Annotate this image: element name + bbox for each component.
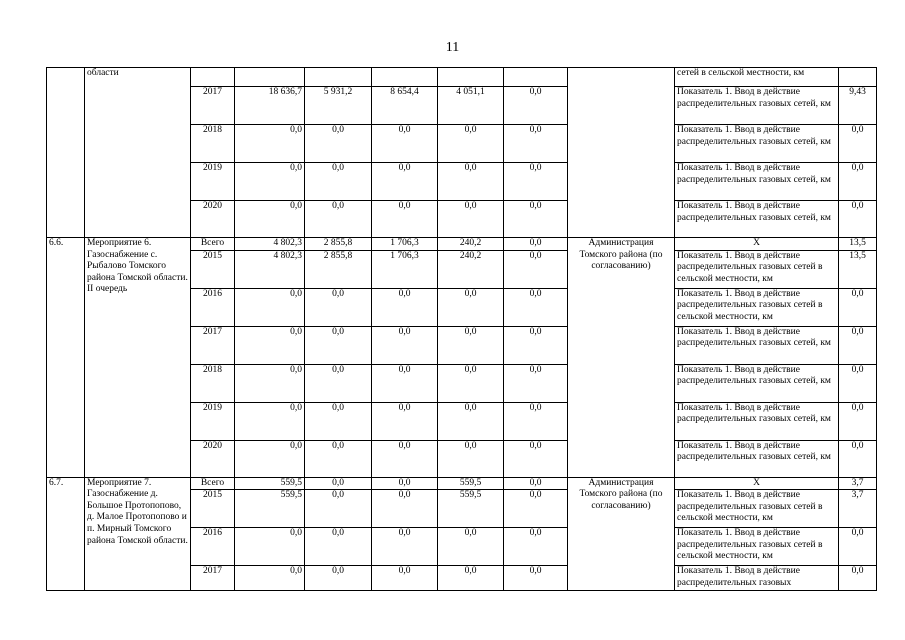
federal-budget-cell: 0,0 (305, 566, 372, 591)
total-cell: 4 802,3 (235, 250, 305, 288)
federal-budget-cell: 0,0 (305, 163, 372, 201)
local-budget-cell: 0,0 (438, 566, 504, 591)
extrabudget-cell: 0,0 (504, 326, 568, 364)
total-cell: 4 802,3 (235, 238, 305, 251)
executor-cell: Администрация Томского района (по согласованию) (568, 477, 675, 591)
regional-budget-cell: 0,0 (372, 364, 438, 402)
total-cell: 0,0 (235, 288, 305, 326)
indicator-value-cell: 0,0 (839, 364, 877, 402)
indicator-cell: Показатель 1. Ввод в действие распределительных газовых сетей, км (675, 125, 839, 163)
total-cell: 0,0 (235, 326, 305, 364)
federal-budget-cell: 2 855,8 (305, 238, 372, 251)
indicator-value-cell: 13,5 (839, 238, 877, 251)
extrabudget-cell: 0,0 (504, 402, 568, 440)
federal-budget-cell: 0,0 (305, 364, 372, 402)
regional-budget-cell: 0,0 (372, 163, 438, 201)
indicator-value-cell: 0,0 (839, 201, 877, 238)
indicator-cell: сетей в сельской местности, км (675, 68, 839, 87)
indicator-cell: Показатель 1. Ввод в действие распределительных газовых (675, 566, 839, 591)
regional-budget-cell: 8 654,4 (372, 87, 438, 125)
indicator-value-cell: 0,0 (839, 402, 877, 440)
local-budget-cell: 0,0 (438, 326, 504, 364)
extrabudget-cell: 0,0 (504, 87, 568, 125)
indicator-cell: Показатель 1. Ввод в действие распределительных газовых сетей, км (675, 440, 839, 477)
item-number-cell (47, 68, 85, 238)
regional-budget-cell: 0,0 (372, 566, 438, 591)
total-cell: 0,0 (235, 566, 305, 591)
table-row (47, 238, 877, 251)
indicator-cell: Показатель 1. Ввод в действие распределительных газовых сетей, км (675, 201, 839, 238)
regional-budget-cell: 1 706,3 (372, 238, 438, 251)
local-budget-cell: 240,2 (438, 250, 504, 288)
total-cell: 559,5 (235, 490, 305, 528)
local-budget-cell: 0,0 (438, 288, 504, 326)
indicator-value-cell: 0,0 (839, 163, 877, 201)
federal-budget-cell: 0,0 (305, 201, 372, 238)
total-cell: 0,0 (235, 440, 305, 477)
indicator-value-cell: 0,0 (839, 125, 877, 163)
total-cell: 0,0 (235, 125, 305, 163)
regional-budget-cell (372, 68, 438, 87)
extrabudget-cell: 0,0 (504, 163, 568, 201)
regional-budget-cell: 0,0 (372, 125, 438, 163)
federal-budget-cell: 0,0 (305, 125, 372, 163)
federal-budget-cell: 0,0 (305, 477, 372, 490)
year-cell: 2015 (191, 490, 235, 528)
year-cell: Всего (191, 238, 235, 251)
federal-budget-cell: 0,0 (305, 490, 372, 528)
year-cell: 2017 (191, 87, 235, 125)
extrabudget-cell: 0,0 (504, 201, 568, 238)
executor-cell (568, 68, 675, 238)
federal-budget-cell: 0,0 (305, 402, 372, 440)
federal-budget-cell: 0,0 (305, 326, 372, 364)
extrabudget-cell: 0,0 (504, 477, 568, 490)
year-cell (191, 68, 235, 87)
federal-budget-cell: 0,0 (305, 440, 372, 477)
indicator-cell: X (675, 238, 839, 251)
year-cell: 2020 (191, 201, 235, 238)
local-budget-cell: 0,0 (438, 163, 504, 201)
extrabudget-cell: 0,0 (504, 125, 568, 163)
extrabudget-cell: 0,0 (504, 528, 568, 566)
regional-budget-cell: 0,0 (372, 528, 438, 566)
extrabudget-cell: 0,0 (504, 364, 568, 402)
extrabudget-cell: 0,0 (504, 490, 568, 528)
year-cell: 2018 (191, 125, 235, 163)
indicator-cell: Показатель 1. Ввод в действие распределительных газовых сетей, км (675, 364, 839, 402)
indicator-cell: Показатель 1. Ввод в действие распределительных газовых сетей, км (675, 163, 839, 201)
local-budget-cell: 240,2 (438, 238, 504, 251)
extrabudget-cell: 0,0 (504, 440, 568, 477)
indicator-cell: Показатель 1. Ввод в действие распределительных газовых сетей, км (675, 326, 839, 364)
local-budget-cell: 559,5 (438, 477, 504, 490)
regional-budget-cell: 0,0 (372, 440, 438, 477)
year-cell: 2015 (191, 250, 235, 288)
year-cell: 2016 (191, 288, 235, 326)
extrabudget-cell: 0,0 (504, 288, 568, 326)
extrabudget-cell (504, 68, 568, 87)
indicator-value-cell: 0,0 (839, 566, 877, 591)
indicator-cell: Показатель 1. Ввод в действие распределительных газовых сетей, км (675, 87, 839, 125)
total-cell: 0,0 (235, 402, 305, 440)
indicator-value-cell: 0,0 (839, 440, 877, 477)
year-cell: 2017 (191, 566, 235, 591)
regional-budget-cell: 0,0 (372, 477, 438, 490)
regional-budget-cell: 0,0 (372, 326, 438, 364)
indicator-value-cell: 0,0 (839, 528, 877, 566)
total-cell: 0,0 (235, 528, 305, 566)
item-name-cell: Мероприятие 6. Газоснабжение с. Рыбалово Томского района Томской области. II очередь (85, 238, 191, 478)
year-cell: 2020 (191, 440, 235, 477)
total-cell (235, 68, 305, 87)
total-cell: 18 636,7 (235, 87, 305, 125)
indicator-value-cell: 0,0 (839, 288, 877, 326)
local-budget-cell: 0,0 (438, 201, 504, 238)
local-budget-cell: 0,0 (438, 402, 504, 440)
indicator-value-cell: 9,43 (839, 87, 877, 125)
indicator-cell: Показатель 1. Ввод в действие распределительных газовых сетей в сельской местности, км (675, 528, 839, 566)
local-budget-cell: 0,0 (438, 528, 504, 566)
year-cell: 2016 (191, 528, 235, 566)
item-name-cell: Мероприятие 7. Газоснабжение д. Большое Протопопово, д. Малое Протопопово и п. Мирный Томского района Томской области. (85, 477, 191, 591)
local-budget-cell: 0,0 (438, 125, 504, 163)
indicator-value-cell: 0,0 (839, 326, 877, 364)
federal-budget-cell: 2 855,8 (305, 250, 372, 288)
indicator-cell: Показатель 1. Ввод в действие распределительных газовых сетей в сельской местности, км (675, 250, 839, 288)
year-cell: Всего (191, 477, 235, 490)
indicator-value-cell: 3,7 (839, 477, 877, 490)
total-cell: 0,0 (235, 364, 305, 402)
total-cell: 559,5 (235, 477, 305, 490)
indicator-value-cell: 3,7 (839, 490, 877, 528)
local-budget-cell (438, 68, 504, 87)
regional-budget-cell: 1 706,3 (372, 250, 438, 288)
year-cell: 2017 (191, 326, 235, 364)
regional-budget-cell: 0,0 (372, 288, 438, 326)
indicator-value-cell: 13,5 (839, 250, 877, 288)
regional-budget-cell: 0,0 (372, 490, 438, 528)
federal-budget-cell: 0,0 (305, 528, 372, 566)
executor-cell: Администрация Томского района (по согласованию) (568, 238, 675, 478)
total-cell: 0,0 (235, 163, 305, 201)
local-budget-cell: 4 051,1 (438, 87, 504, 125)
extrabudget-cell: 0,0 (504, 566, 568, 591)
year-cell: 2018 (191, 364, 235, 402)
page-number: 11 (445, 40, 460, 55)
indicator-cell: X (675, 477, 839, 490)
extrabudget-cell: 0,0 (504, 238, 568, 251)
item-number-cell: 6.7. (47, 477, 85, 591)
year-cell: 2019 (191, 163, 235, 201)
table-row (47, 477, 877, 490)
indicator-cell: Показатель 1. Ввод в действие распределительных газовых сетей в сельской местности, км (675, 490, 839, 528)
item-number-cell: 6.6. (47, 238, 85, 478)
federal-budget-cell: 5 931,2 (305, 87, 372, 125)
indicator-value-cell (839, 68, 877, 87)
regional-budget-cell: 0,0 (372, 201, 438, 238)
table-row (47, 68, 877, 87)
indicator-cell: Показатель 1. Ввод в действие распределительных газовых сетей в сельской местности, км (675, 288, 839, 326)
total-cell: 0,0 (235, 201, 305, 238)
program-table (46, 67, 877, 591)
federal-budget-cell (305, 68, 372, 87)
indicator-cell: Показатель 1. Ввод в действие распределительных газовых сетей, км (675, 402, 839, 440)
item-name-cell: области (85, 68, 191, 238)
year-cell: 2019 (191, 402, 235, 440)
regional-budget-cell: 0,0 (372, 402, 438, 440)
local-budget-cell: 0,0 (438, 440, 504, 477)
extrabudget-cell: 0,0 (504, 250, 568, 288)
local-budget-cell: 559,5 (438, 490, 504, 528)
local-budget-cell: 0,0 (438, 364, 504, 402)
federal-budget-cell: 0,0 (305, 288, 372, 326)
